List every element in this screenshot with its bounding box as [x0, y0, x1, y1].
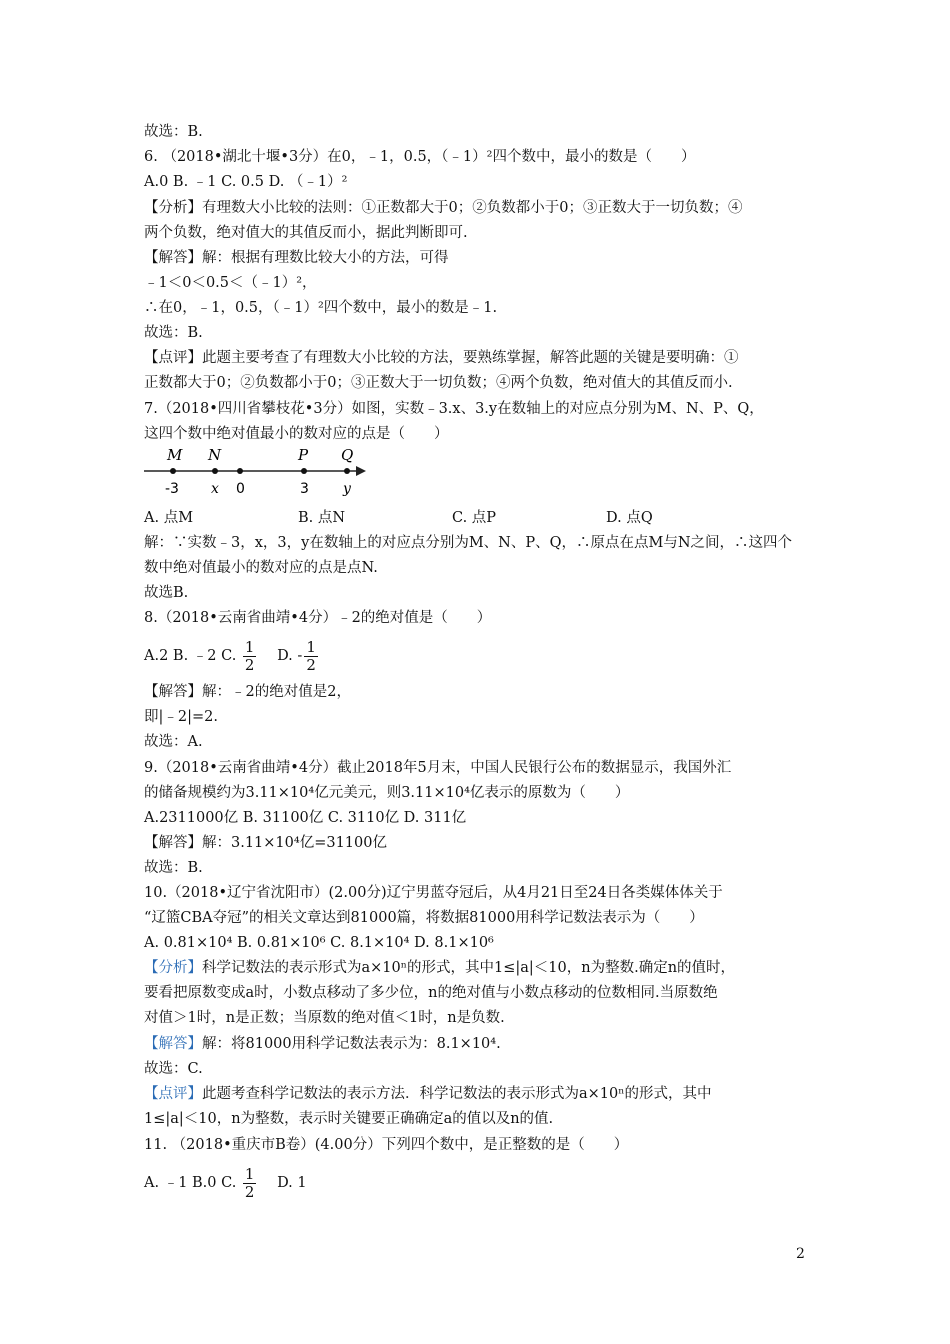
numerator: 1	[306, 637, 316, 656]
answer-10	[144, 1034, 501, 1054]
solution-7: 解：∵实数﹣3，x，3，y在数轴上的对应点分别为M、N、P、Q，∴原点在点M与N之间，∴这四个	[144, 535, 793, 551]
point-origin	[237, 468, 243, 474]
analysis-text: 科学记数法的表示形式为a×10ⁿ的形式，其中1≤|a|＜10，n为整数.确定n的值时，	[202, 960, 736, 976]
point-m	[170, 468, 176, 474]
point-q	[344, 468, 350, 474]
label-q: Q	[341, 446, 354, 464]
arrow-icon	[356, 466, 366, 476]
question-10-options: A. 0.81×10⁴ B. 0.81×10⁶ C. 8.1×10⁴ D. 8.1×10⁶	[144, 935, 494, 951]
numerator: 1	[244, 637, 255, 656]
question-6: 6. （2018•湖北十堰•3分）在0，﹣1，0.5，（﹣1）²四个数中，最小的数是（ ）	[144, 149, 696, 165]
denominator: 2	[244, 1182, 255, 1201]
number-line-figure	[142, 446, 377, 500]
tick-3: 3	[300, 481, 309, 497]
answer-6: 【解答】解：根据有理数比较大小的方法，可得	[144, 250, 449, 266]
text-line: 正数都大于0；②负数都小于0；③正数大于一切负数；④两个负数，绝对值大的其值反而小.	[144, 375, 733, 391]
analysis-tag: 【分析】	[144, 960, 202, 976]
question-8-options	[144, 636, 320, 676]
page-number: 2	[796, 1246, 805, 1262]
text-line: 的储备规模约为3.11×10⁴亿元美元，则3.11×10⁴亿表示的原数为（ ）	[144, 785, 630, 801]
answer-9: 【解答】解：3.11×10⁴亿=31100亿	[144, 835, 387, 851]
question-6-options: A.0 B. ﹣1 C. 0.5 D. （﹣1）²	[144, 174, 348, 190]
question-7-options	[144, 508, 653, 528]
option-d-label: D.	[277, 648, 293, 664]
option-d: D. 点Q	[606, 510, 653, 526]
question-8: 8.（2018•云南省曲靖•4分）﹣2的绝对值是（ ）	[144, 610, 492, 626]
fraction-one-half	[304, 639, 318, 674]
text-line: 故选：C.	[144, 1061, 203, 1077]
answer-8: 【解答】解：﹣2的绝对值是2，	[144, 684, 351, 700]
text-line: ﹣1＜0＜0.5＜（﹣1）²，	[144, 275, 317, 291]
fraction-one-half	[243, 1166, 257, 1201]
tick-y: y	[343, 481, 351, 497]
text-line: 要看把原数变成a时，小数点移动了多少位，n的绝对值与小数点移动的位数相同.当原数绝	[144, 985, 718, 1001]
numerator: 1	[244, 1164, 255, 1183]
text-line: “辽篮CBA夺冠”的相关文章达到81000篇，将数据81000用科学记数法表示为（ ）	[144, 910, 704, 926]
label-m: M	[167, 446, 183, 464]
question-9: 9.（2018•云南省曲靖•4分）截止2018年5月末，中国人民银行公布的数据显示，我国外汇	[144, 760, 732, 776]
text-line: 对值＞1时，n是正数；当原数的绝对值＜1时，n是负数.	[144, 1010, 505, 1026]
question-10: 10.（2018•辽宁省沈阳市）(2.00分)辽宁男蓝夺冠后，从4月21日至24日各类媒体体关于	[144, 885, 723, 901]
comment-6: 【点评】此题主要考查了有理数大小比较的方法，要熟练掌握，解答此题的关键是要明确：①	[144, 350, 739, 366]
answer-tag: 【解答】	[144, 1036, 202, 1052]
comment-10	[144, 1084, 712, 1104]
minus-sign: -	[297, 648, 303, 664]
options-ab: A.2 B. ﹣2 C.	[144, 648, 237, 664]
denominator: 2	[244, 655, 255, 674]
text-line: 两个负数，绝对值大的其值反而小，据此判断即可.	[144, 225, 468, 241]
text-line: 即|﹣2|=2.	[144, 709, 218, 725]
question-11: 11. （2018•重庆市B卷）(4.00分）下列四个数中，是正整数的是（ ）	[144, 1137, 629, 1153]
analysis-6: 【分析】有理数大小比较的法则：①正数都大于0；②负数都小于0；③正数大于一切负数；④	[144, 200, 743, 216]
options-ab: A. ﹣1 B.0 C.	[144, 1175, 237, 1191]
option-a: A. 点M	[144, 510, 194, 526]
answer-text: 解：将81000用科学记数法表示为：8.1×10⁴.	[202, 1036, 501, 1052]
option-b: B. 点N	[298, 510, 346, 526]
text-line: 故选：B.	[144, 325, 203, 341]
label-n: N	[208, 446, 222, 464]
question-9-options: A.2311000亿 B. 31100亿 C. 3110亿 D. 311亿	[144, 810, 467, 826]
text-line: 这四个数中绝对值最小的数对应的点是（ ）	[144, 426, 449, 442]
text-line: 故选：A.	[144, 734, 203, 750]
comment-text: 此题考查科学记数法的表示方法．科学记数法的表示形式为a×10ⁿ的形式，其中	[202, 1086, 712, 1102]
text-line: 故选：B.	[144, 124, 203, 140]
text-line: 1≤|a|＜10，n为整数，表示时关键要正确确定a的值以及n的值.	[144, 1111, 554, 1127]
option-c: C. 点P	[452, 510, 497, 526]
tick-x: x	[211, 481, 219, 497]
text-line: 数中绝对值最小的数对应的点是点N.	[144, 560, 378, 576]
label-p: P	[298, 446, 309, 464]
point-p	[301, 468, 307, 474]
question-11-options	[144, 1163, 307, 1203]
fraction-one-half	[243, 639, 257, 674]
tick-0: 0	[236, 481, 245, 497]
text-line: 故选B.	[144, 585, 189, 601]
point-n	[212, 468, 218, 474]
denominator: 2	[306, 655, 316, 674]
analysis-10	[144, 958, 735, 978]
tick-minus-3: -3	[165, 481, 179, 497]
comment-tag: 【点评】	[144, 1086, 202, 1102]
text-line: 故选：B.	[144, 860, 203, 876]
text-line: ∴在0，﹣1，0.5，（﹣1）²四个数中，最小的数是﹣1.	[144, 300, 498, 316]
question-7: 7.（2018•四川省攀枝花•3分）如图，实数﹣3.x、3.y在数轴上的对应点分别为M、N、P、Q，	[144, 401, 764, 417]
option-d: D. 1	[277, 1175, 307, 1191]
